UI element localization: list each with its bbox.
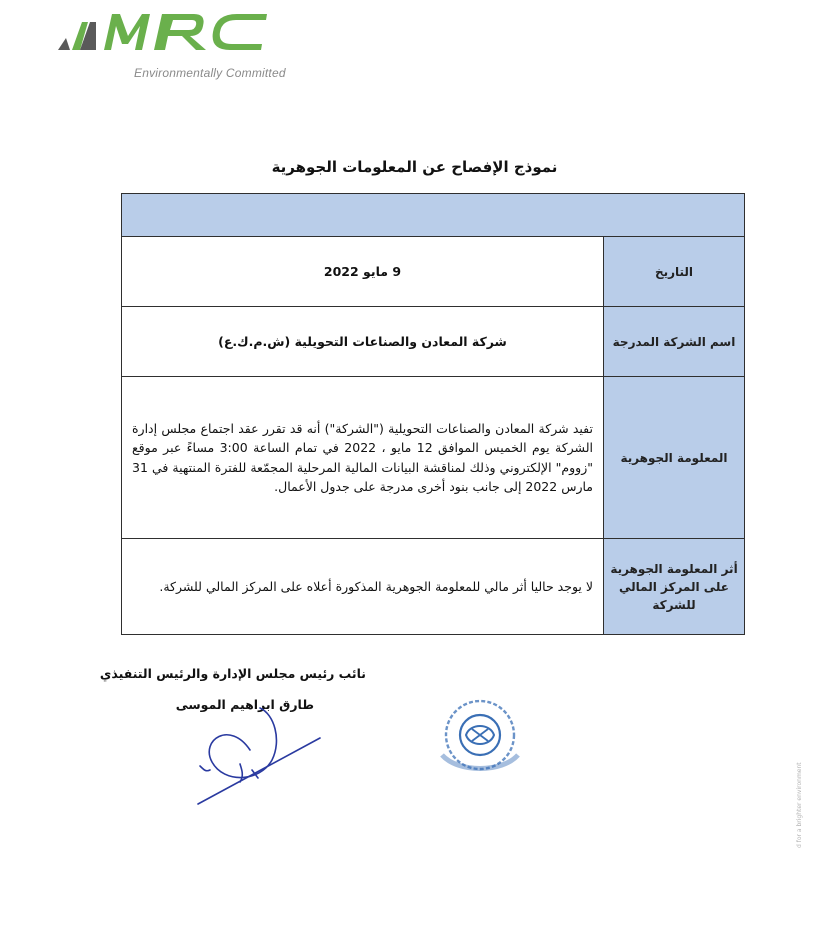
- material-info-label: المعلومة الجوهرية: [604, 377, 745, 539]
- material-info-value: تفيد شركة المعادن والصناعات التحويلية ("الشركة") أنه قد تقرر عقد اجتماع مجلس إدارة الشركة يوم الخميس الموافق 12 مايو ، 2022 في تمام الساعة 3:00 مساءً عبر موقع "زووم" الإلكتروني وذلك لمناقشة البيانات المالية المرحلية المجمّعة للفترة المنتهية في 31 مارس 2022 إلى جانب بنود أخرى مدرجة على جدول الأعمال.: [122, 377, 604, 539]
- signatory-title: نائب رئيس مجلس الإدارة والرئيس التنفيذي: [99, 666, 366, 681]
- document-title: نموذج الإفصاح عن المعلومات الجوهرية: [271, 158, 558, 176]
- financial-impact-label: أثر المعلومة الجوهرية على المركز المالي للشركة: [604, 539, 745, 635]
- logo-tagline: Environmentally Committed: [134, 66, 286, 80]
- financial-impact-value: لا يوجد حاليا أثر مالي للمعلومة الجوهرية المذكورة أعلاه على المركز المالي للشركة.: [122, 539, 604, 635]
- company-name-label: اسم الشركة المدرجة: [604, 307, 745, 377]
- table-row: [122, 307, 745, 377]
- signatory-name: طارق ابراهيم الموسى: [175, 697, 314, 712]
- table-row: [122, 377, 745, 539]
- company-stamp: [420, 693, 545, 783]
- table-row: [122, 237, 745, 307]
- date-label: التاريخ: [604, 237, 745, 307]
- table-header-row: [122, 194, 745, 237]
- date-value: 9 مايو 2022: [122, 237, 604, 307]
- handwritten-signature: [190, 700, 330, 815]
- side-note: d for a brighter environment: [796, 762, 803, 848]
- table-row: [122, 539, 745, 635]
- company-name-value: شركة المعادن والصناعات التحويلية (ش.م.ك.ع): [122, 307, 604, 377]
- disclosure-table: [121, 193, 745, 635]
